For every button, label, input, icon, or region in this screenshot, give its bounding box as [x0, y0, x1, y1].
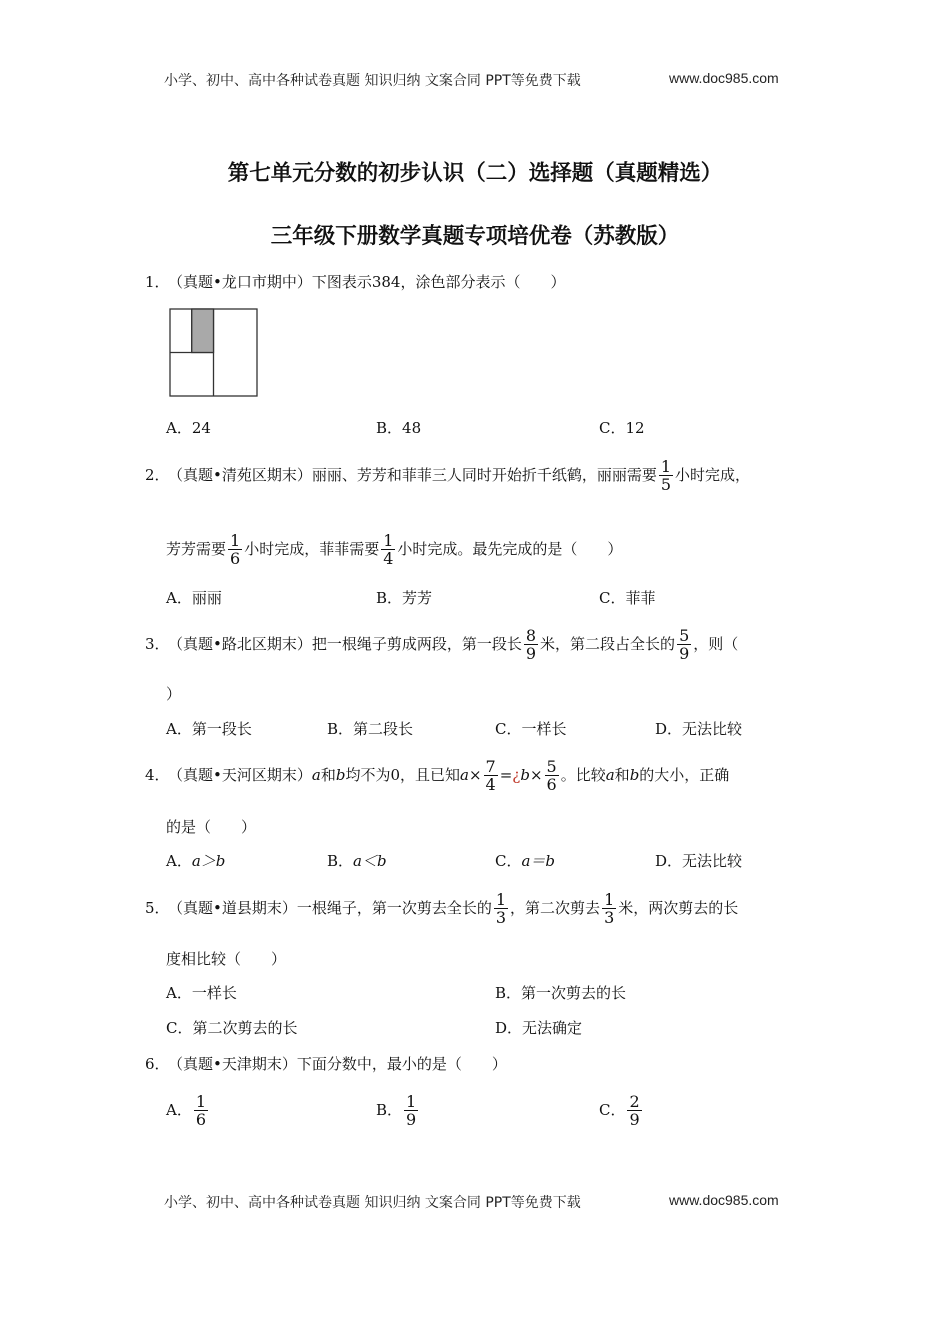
question-5-number: 5．	[145, 899, 170, 917]
question-4-line-1: （真题•天河区期末） a 和 b 均不为0，且已知 a × $\frac{7}{4}$ = ¿ b × $\frac{5}{6}$ 。比较 a 和 b 的大小，正确	[168, 756, 730, 794]
fraction-1-6: $\frac{1}{6}$	[230, 530, 241, 568]
q5-option-c[interactable]: C．第二次剪去的长	[166, 1019, 298, 1037]
question-3-number: 3．	[145, 635, 170, 653]
q6-option-c[interactable]: C． $\frac{2}{9}$	[599, 1091, 640, 1129]
q1-option-a[interactable]: A．24	[166, 419, 211, 437]
q3-option-c[interactable]: C．一样长	[495, 720, 567, 738]
question-6-text: （真题•天津期末）下面分数中，最小的是（ ）	[168, 1055, 507, 1073]
title-line-2: 三年级下册数学真题专项培优卷（苏教版）	[270, 224, 680, 249]
fraction-1-5: $\frac{1}{5}$	[660, 456, 672, 494]
question-2-number: 2．	[145, 466, 170, 484]
q4-option-c[interactable]: C．a＝b	[495, 852, 556, 870]
q6-option-b[interactable]: B． $\frac{1}{9}$	[376, 1091, 417, 1129]
q2-option-b[interactable]: B．芳芳	[376, 589, 433, 607]
header-url[interactable]: www.doc985.com	[669, 70, 779, 86]
fraction-1-9-option: $\frac{1}{9}$	[406, 1091, 417, 1129]
q3-option-a[interactable]: A．第一段长	[166, 720, 252, 738]
fraction-1-4: $\frac{1}{4}$	[383, 530, 394, 568]
fraction-7-4: $\frac{7}{4}$	[485, 756, 496, 794]
question-5-line-1: （真题•道县期末）一根绳子，第一次剪去全长的 $\frac{1}{3}$ ，第二次剪去 $\frac{1}{3}$ 米，两次剪去的长	[168, 889, 739, 927]
q5-option-d[interactable]: D．无法确定	[495, 1019, 583, 1037]
q3-option-b[interactable]: B．第二段长	[327, 720, 414, 738]
question-1-number: 1．	[145, 273, 170, 291]
question-2-line-2: 芳芳需要 $\frac{1}{6}$ 小时完成，菲菲需要 $\frac{1}{4}$ 小时完成。最先完成的是（ ）	[166, 530, 623, 568]
question-6-number: 6．	[145, 1055, 170, 1073]
footer-text: 小学、初中、高中各种试卷真题 知识归纳 文案合同 PPT等免费下载	[164, 1195, 581, 1211]
q5-option-a[interactable]: A．一样长	[166, 984, 237, 1002]
q2-option-a[interactable]: A．丽丽	[166, 589, 222, 607]
q6-option-a[interactable]: A． $\frac{1}{6}$	[166, 1091, 207, 1129]
fraction-1-6-option: $\frac{1}{6}$	[195, 1091, 207, 1129]
question-4-number: 4．	[145, 766, 170, 784]
shaded-part	[192, 309, 214, 353]
fraction-1-3-b: $\frac{1}{3}$	[604, 889, 615, 927]
q4-option-a[interactable]: A．a＞b	[166, 852, 226, 870]
q3-option-d[interactable]: D．无法比较	[655, 720, 743, 738]
question-1-figure	[169, 308, 259, 398]
q1-option-c[interactable]: C．12	[599, 419, 645, 437]
q5-option-b[interactable]: B．第一次剪去的长	[495, 984, 627, 1002]
fraction-1-3-a: $\frac{1}{3}$	[495, 889, 507, 927]
title-line-1: 第七单元分数的初步认识（二）选择题（真题精选）	[227, 161, 723, 186]
fraction-5-6: $\frac{5}{6}$	[546, 756, 557, 794]
question-2-line-1: （真题•清苑区期末）丽丽、芳芳和菲菲三人同时开始折千纸鹤，丽丽需要 $\frac{1}{5}$ 小时完成，	[168, 456, 751, 494]
header-text: 小学、初中、高中各种试卷真题 知识归纳 文案合同 PPT等免费下载	[164, 73, 581, 89]
footer-url[interactable]: www.doc985.com	[669, 1192, 779, 1208]
q4-option-b[interactable]: B．a＜b	[327, 852, 387, 870]
question-1-text: （真题•龙口市期中）下图表示384，涂色部分表示（ ）	[168, 273, 566, 291]
fraction-8-9: $\frac{8}{9}$	[525, 625, 537, 663]
q4-option-d[interactable]: D．无法比较	[655, 852, 743, 870]
q1-option-b[interactable]: B．48	[376, 419, 422, 437]
question-4-line-2: 的是（ ）	[166, 818, 257, 836]
fraction-5-9: $\frac{5}{9}$	[679, 625, 690, 663]
question-5-line-2: 度相比较（ ）	[166, 950, 287, 968]
fraction-2-9-option: $\frac{2}{9}$	[629, 1091, 640, 1129]
question-3-line-2: ）	[166, 685, 182, 703]
q2-option-c[interactable]: C．菲菲	[599, 589, 656, 607]
question-3-line-1: （真题•路北区期末）把一根绳子剪成两段，第一段长 $\frac{8}{9}$ 米，第二段占全长的 $\frac{5}{9}$ ，则（	[168, 625, 739, 663]
